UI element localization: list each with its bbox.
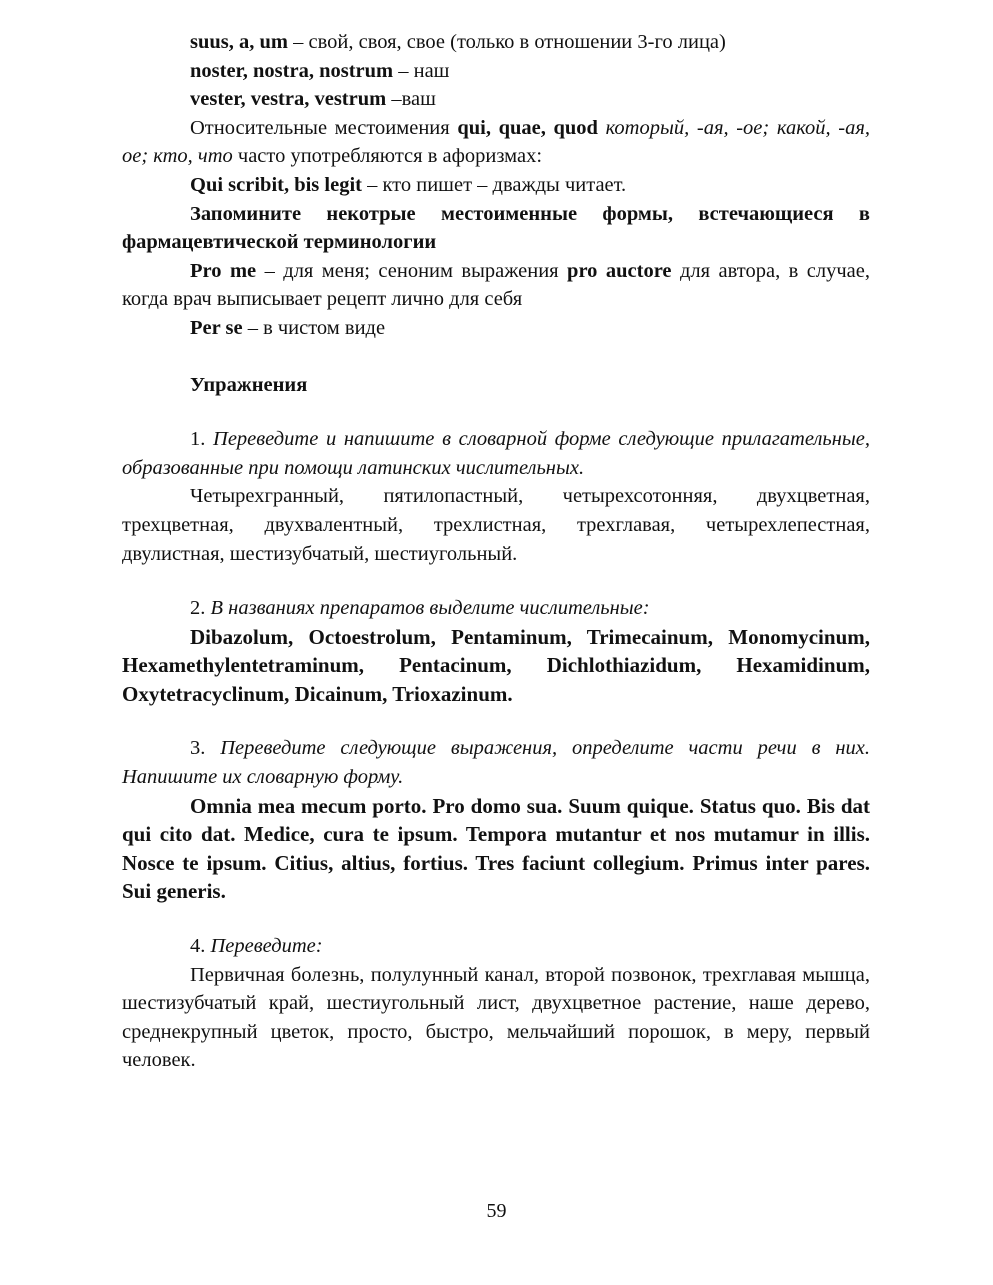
aphorism-line: [122, 171, 870, 200]
pronoun-line: [122, 85, 870, 114]
exercises-heading: Упражнения: [190, 373, 308, 396]
exercise-number: 1.: [190, 428, 206, 451]
dash: –: [393, 59, 414, 82]
instruction-text: Переведите следующие выражения, определите части речи в них. Напишите их словарную форму.: [122, 737, 870, 789]
text: часто употребляются в афоризмах:: [232, 145, 543, 168]
latin-term: pro auctore: [567, 259, 672, 282]
exercise-2-body: Dibazolum, Octoestrolum, Pentaminum, Trimecainum, Monomycinum, Hexamethylentetraminum, Pentacinum, Dichlothiazidum, Hexamidinum, Oxytetracyclinum, Dicainum, Trioxazinum.: [122, 624, 870, 706]
exercise-number: 4.: [190, 935, 206, 958]
translation-italic: который, -ая, -ое; какой, -ая, ое; кто, что: [122, 116, 870, 168]
exercise-3-body: Omnia mea mecum porto. Pro domo sua. Suum quique. Status quo. Bis dat qui cito dat. Medice, cura te ipsum. Tempora mutantur et nos mutamur in illis. Nosce te ipsum. Citius, altius, fortius. Tres faciunt collegium. Primus inter pares. Sui generis.: [122, 793, 870, 904]
latin-term: noster, nostra, nostrum: [190, 59, 394, 82]
exercise-1-instruction: [122, 425, 870, 482]
pro-me-paragraph: [122, 257, 870, 314]
exercise-4-instruction: [122, 932, 870, 961]
text: [598, 117, 606, 139]
dash: –: [386, 88, 402, 111]
relative-pronouns-paragraph: [122, 114, 870, 171]
instruction-text: Переведите:: [205, 935, 323, 958]
exercise-3-instruction: [122, 734, 870, 791]
latin-term: Pro me: [190, 259, 257, 282]
page-content: [122, 28, 870, 1075]
exercise-number: 2.: [190, 597, 206, 620]
meaning: наш: [413, 59, 450, 82]
dash: –: [288, 31, 309, 53]
meaning: свой, своя, свое (только в отношении 3-го лица): [308, 31, 726, 53]
latin-term: Qui scribit, bis legit: [190, 173, 362, 196]
per-se-line: [122, 314, 870, 343]
pronoun-line: [122, 57, 870, 86]
meaning: ваш: [401, 88, 436, 111]
text: – для меня; сеноним выражения: [256, 259, 568, 282]
meaning: – кто пишет – дважды читает.: [361, 173, 627, 196]
text: для автора, в случае, когда врач выписывает рецепт лично для себя: [122, 259, 870, 311]
pronoun-line: [122, 28, 870, 57]
remember-note: Запомините некотрые местоименные формы, встечающиеся в фармацевтической терминологии: [122, 202, 870, 254]
page-number: 59: [486, 1200, 507, 1222]
instruction-text: Переведите и напишите в словарной форме следующие прилагательные, образованные при помощи латинских числительных.: [122, 428, 870, 479]
exercise-2-instruction: [122, 594, 870, 623]
latin-term: qui, quae, quod: [457, 116, 598, 139]
text: Относительные местоимения: [190, 116, 458, 139]
latin-term: suus, a, um: [190, 31, 288, 53]
exercise-1-body: Четырехгранный, пятилопастный, четырехсотонняя, двухцветная, трехцветная, двухвалентный, трехлистная, трехглавая, четырехлепестная, двулистная, шестизубчатый, шестиугольный.: [122, 485, 870, 565]
latin-term: Per se: [190, 316, 243, 339]
exercise-number: 3.: [190, 737, 206, 760]
exercise-4-body: Первичная болезнь, полулунный канал, второй позвонок, трехглавая мышца, шестизубчатый край, шестиугольный лист, двухцветное растение, наше дерево, среднекрупный цветок, просто, быстро, мельчайший порошок, в меру, первый человек.: [122, 963, 870, 1072]
instruction-text: В названиях препаратов выделите числительные:: [205, 597, 650, 620]
meaning: – в чистом виде: [242, 316, 386, 339]
latin-term: vester, vestra, vestrum: [190, 88, 387, 111]
